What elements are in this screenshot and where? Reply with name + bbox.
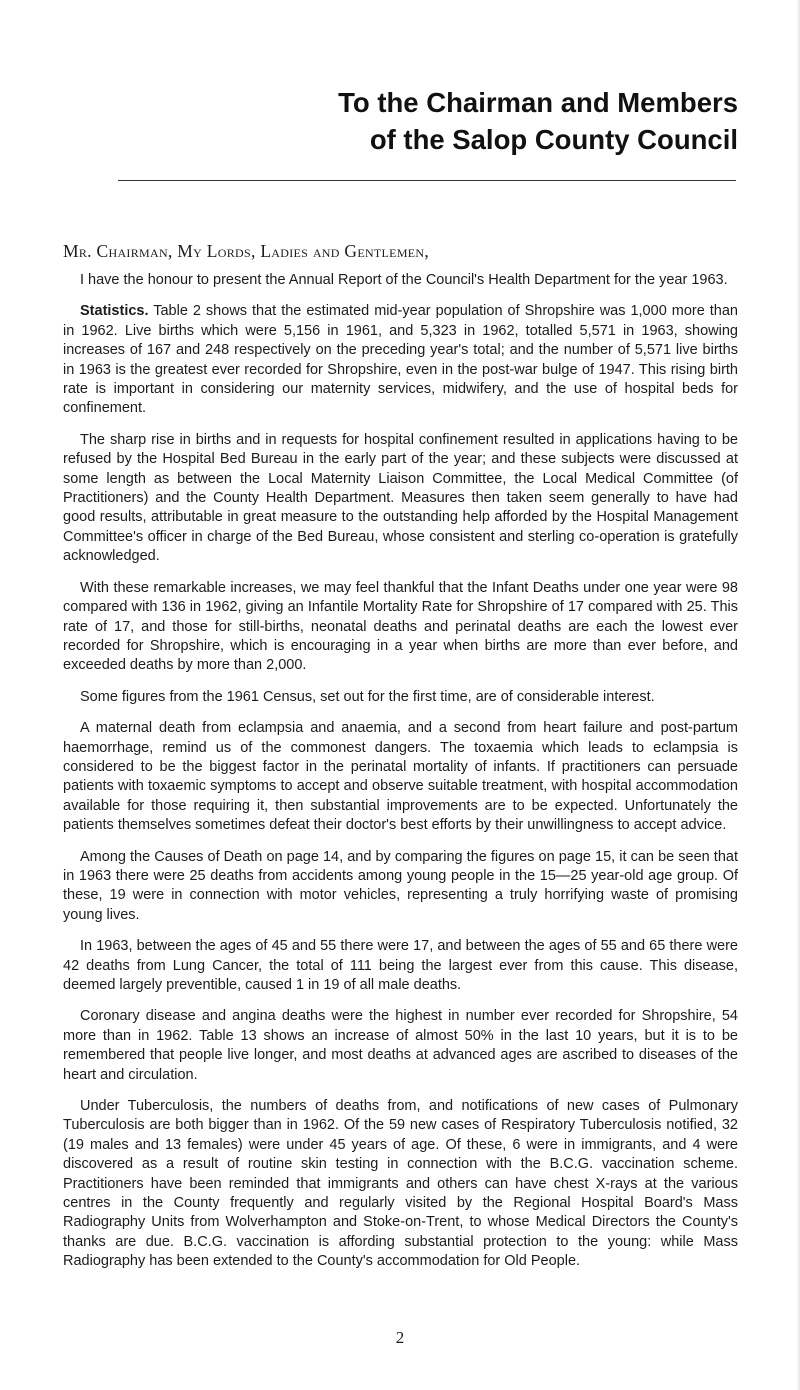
paragraph-tuberculosis: Under Tuberculosis, the numbers of deaths from, and notifications of new cases of Pulmonary Tuberculosis are both bigger than in 1962. Of the 59 new cases of Respiratory Tuberculosis notified, 32 (19 males and 13 females) were under 45 years of age. Of these, 6 were in immigrants, and 4 were discovered as a result of routine skin testing in connection with the B.C.G. vaccination scheme. Practitioners have been reminded that immigrants and others can have chest X-rays at the various centres in the County frequently and regularly visited by the Regional Hospital Board's Mass Radiography Units from Wolverhampton and Stoke-on-Trent, to whose Medical Directors the County's thanks are due. B.C.G. vaccination is affording substantial protection to the young: while Mass Radiography has been extended to the County's accommodation for Old People. — [63, 1098, 738, 1270]
title-line-1: To the Chairman and Members — [338, 87, 738, 118]
paragraph-infant-deaths: With these remarkable increases, we may feel thankful that the Infant Deaths under one year were 98 compared with 136 in 1962, giving an Infantile Mortality Rate for Shropshire of 17 compared with 25. This rate of 17, and those for still-births, neonatal deaths and perinatal deaths are each the lowest ever recorded for Shropshire, which is encouraging in a year when births are more than ever before, and exceeded deaths by more than 2,000. — [63, 579, 738, 674]
page-edge-shadow — [796, 0, 800, 1390]
paragraph-hospital-confinement: The sharp rise in births and in requests for hospital confinement resulted in applications having to be refused by the Hospital Bed Bureau in the early part of the year; and these subjects were discussed at some length as between the Local Maternity Liaison Committee, the Local Medical Committee (of Practitioners) and the County Health Department. Measures then taken seem generally to have had good results, attributable in great measure to the outstanding help afforded by the Hospital Management Committee's officer in charge of the Bed Bureau, whose consistent and sterling co-operation is gratefully acknowledged. — [63, 431, 738, 565]
paragraph-maternal-death: A maternal death from eclampsia and anaemia, and a second from heart failure and post-partum haemorrhage, remind us of the commonest dangers. The toxaemia which leads to eclampsia is considered to be the biggest factor in the perinatal mortality of infants. If practitioners can persuade patients with toxaemic symptoms to accept and observe suitable treatment, with hospital accommodation available for those requiring it, then substantial improvements are to be expected. Unfortunately the patients themselves sometimes defeat their doctor's best efforts by their unwillingness to accept advice. — [63, 720, 738, 834]
title-divider — [118, 180, 736, 181]
page-title — [338, 84, 738, 158]
statistics-text: Table 2 shows that the estimated mid-year population of Shropshire was 1,000 more than in 1962. Live births which were 5,156 in 1961, and 5,323 in 1962, totalled 5,571 in 1963, showing increases of 167 and 248 respectively on the preceding year's total; and the number of 5,571 live births in 1963 is the greatest ever recorded for Shropshire, even in the post-war bulge of 1947. This rising birth rate is important in considering our maternity services, midwifery, and the use of hospital beds for confinement. — [63, 303, 738, 417]
letter-body — [63, 271, 738, 1284]
salutation: Mr. Chairman, My Lords, Ladies and Gentlemen, — [63, 241, 430, 261]
title-line-2: of the Salop County Council — [369, 124, 738, 155]
page-number: 2 — [395, 1328, 405, 1347]
paragraph-intro: I have the honour to present the Annual Report of the Council's Health Department for the year 1963. — [80, 272, 728, 288]
paragraph-census: Some figures from the 1961 Census, set out for the first time, are of considerable interest. — [80, 688, 655, 705]
paragraph-lung-cancer: In 1963, between the ages of 45 and 55 there were 17, and between the ages of 55 and 65 there were 42 deaths from Lung Cancer, the total of 111 being the largest ever from this cause. This disease, deemed largely preventible, caused 1 in 19 of all male deaths. — [63, 938, 738, 993]
statistics-heading: Statistics. — [80, 303, 149, 320]
paragraph-coronary: Coronary disease and angina deaths were the highest in number ever recorded for Shropshire, 54 more than in 1962. Table 13 shows an increase of almost 50% in the last 10 years, but it is to be remembered that people live longer, and most deaths at advanced ages are ascribed to diseases of the heart and circulation. — [63, 1008, 738, 1083]
paragraph-accidents: Among the Causes of Death on page 14, and by comparing the figures on page 15, it can be seen that in 1963 there were 25 deaths from accidents among young people in the 15—25 year-old age group. Of these, 19 were in connection with motor vehicles, representing a truly horrifying waste of promising young lives. — [63, 848, 738, 923]
paragraph-statistics — [63, 302, 738, 418]
